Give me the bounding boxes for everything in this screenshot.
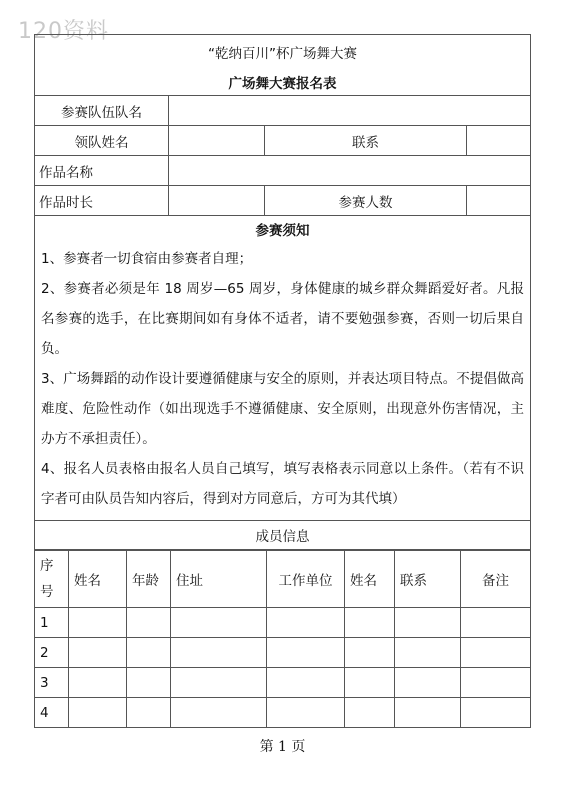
member-address-header: 住址 — [171, 551, 267, 608]
table-cell[interactable] — [267, 698, 345, 728]
team-name-label: 参赛队伍队名 — [35, 96, 169, 126]
table-cell[interactable] — [461, 638, 531, 668]
page-footer: 第 1 页 — [259, 739, 306, 755]
table-cell[interactable] — [69, 698, 127, 728]
notice-item: 2、参赛者必须是年 18 周岁—65 周岁，身体健康的城乡群众舞蹈爱好者。凡报名参赛的选手，在比赛期间如有身体不适者，请不要勉强参赛，否则一切后果自负。 — [41, 281, 525, 357]
table-cell[interactable] — [171, 668, 267, 698]
table-cell[interactable] — [127, 698, 171, 728]
participant-count-field[interactable] — [467, 186, 531, 216]
member-age-header: 年龄 — [127, 551, 171, 608]
table-cell[interactable] — [395, 638, 461, 668]
registration-form — [34, 34, 530, 728]
notice-item: 1、参赛者一切食宿由参赛者自理； — [41, 251, 253, 267]
row-number: 3 — [35, 668, 69, 698]
seq-header-line: 号 — [40, 584, 54, 600]
row-number: 2 — [35, 638, 69, 668]
members-title: 成员信息 — [35, 521, 531, 550]
table-cell[interactable] — [171, 698, 267, 728]
leader-name-label: 领队姓名 — [35, 126, 169, 156]
contact-label: 联系 — [265, 126, 467, 156]
table-cell[interactable] — [267, 638, 345, 668]
table-cell[interactable] — [345, 668, 395, 698]
table-cell[interactable] — [69, 668, 127, 698]
table-row — [35, 608, 531, 638]
table-cell[interactable] — [127, 668, 171, 698]
member-name-header: 姓名 — [69, 551, 127, 608]
table-cell[interactable] — [395, 608, 461, 638]
table-cell[interactable] — [461, 668, 531, 698]
table-cell[interactable] — [69, 608, 127, 638]
table-row — [35, 638, 531, 668]
work-duration-field[interactable] — [169, 186, 265, 216]
seq-header — [35, 551, 69, 608]
participant-count-label: 参赛人数 — [265, 186, 467, 216]
table-cell[interactable] — [395, 698, 461, 728]
table-row — [35, 698, 531, 728]
table-cell[interactable] — [267, 608, 345, 638]
seq-header-line: 序 — [40, 558, 54, 574]
watermark: 120资料 — [18, 19, 109, 44]
work-name-label: 作品名称 — [35, 156, 169, 186]
leader-name-field[interactable] — [169, 126, 265, 156]
row-number: 4 — [35, 698, 69, 728]
team-name-field[interactable] — [169, 96, 531, 126]
work-name-field[interactable] — [169, 156, 531, 186]
member-employer-header: 工作单位 — [267, 551, 345, 608]
table-row — [35, 668, 531, 698]
notice-body — [35, 242, 531, 521]
table-cell[interactable] — [395, 668, 461, 698]
form-subtitle: 广场舞大赛报名表 — [35, 69, 531, 96]
work-duration-label: 作品时长 — [35, 186, 169, 216]
table-cell[interactable] — [171, 638, 267, 668]
table-cell[interactable] — [171, 608, 267, 638]
table-cell[interactable] — [345, 608, 395, 638]
form-table — [34, 34, 531, 550]
table-cell[interactable] — [267, 668, 345, 698]
table-cell[interactable] — [127, 608, 171, 638]
table-cell[interactable] — [461, 608, 531, 638]
table-cell[interactable] — [345, 698, 395, 728]
row-number: 1 — [35, 608, 69, 638]
table-cell[interactable] — [127, 638, 171, 668]
form-title: “乾纳百川”杯广场舞大赛 — [35, 35, 531, 70]
contact-field[interactable] — [467, 126, 531, 156]
notice-item: 4、报名人员表格由报名人员自己填写，填写表格表示同意以上条件。（若有不识字者可由队员告知内容后，得到对方同意后，方可为其代填） — [41, 461, 525, 507]
member-remarks-header: 备注 — [461, 551, 531, 608]
table-cell[interactable] — [345, 638, 395, 668]
member-contact-header: 联系 — [395, 551, 461, 608]
member-name2-header: 姓名 — [345, 551, 395, 608]
table-cell[interactable] — [69, 638, 127, 668]
notice-title: 参赛须知 — [35, 216, 531, 243]
notice-item: 3、广场舞蹈的动作设计要遵循健康与安全的原则，并表达项目特点。不提倡做高难度、危险性动作（如出现选手不遵循健康、安全原则，出现意外伤害情况，主办方不承担责任）。 — [41, 371, 525, 447]
table-cell[interactable] — [461, 698, 531, 728]
members-table — [34, 550, 531, 728]
